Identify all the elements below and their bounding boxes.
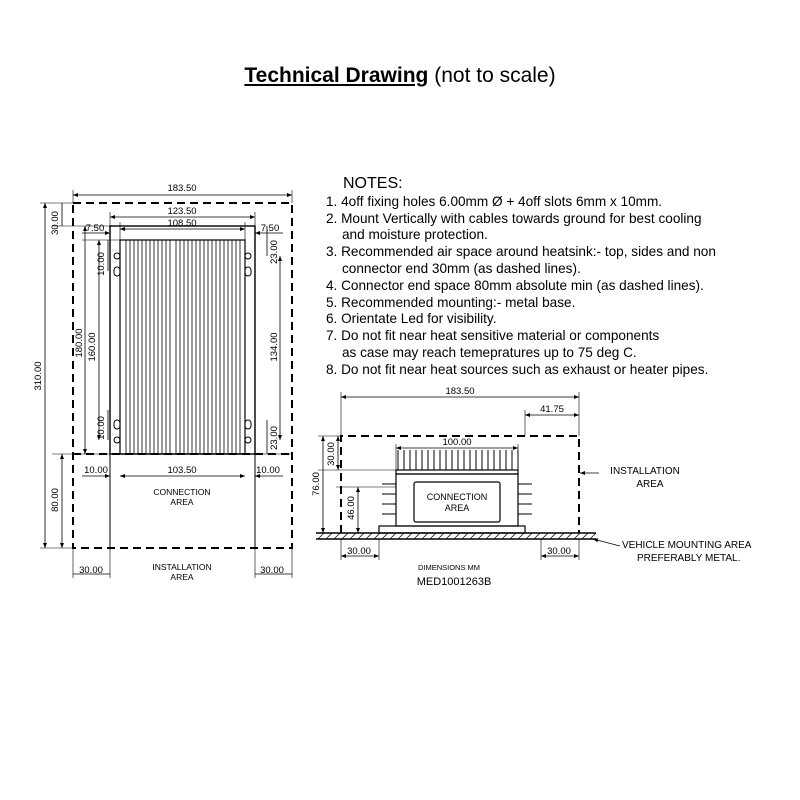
label-inner-height: 160.00 xyxy=(87,332,98,362)
heatsink-fins xyxy=(126,240,240,454)
label-body-height: 46.00 xyxy=(346,496,357,520)
extrusion-top-rail xyxy=(396,470,518,474)
notes-heading: NOTES: xyxy=(343,175,403,192)
front-installation-area-line1: INSTALLATION xyxy=(152,562,212,572)
label-top-clearance: 30.00 xyxy=(50,211,61,235)
fixing-hole xyxy=(114,437,120,443)
label-outer-height: 180.00 xyxy=(74,328,85,358)
fixing-hole xyxy=(114,253,120,259)
label-side-top-clearance: 30.00 xyxy=(326,442,337,466)
side-extension-lines xyxy=(318,392,579,560)
drawing-number: MED1001263B xyxy=(416,576,492,588)
label-connector-offset: 41.75 xyxy=(540,404,564,415)
note-line: as case may reach temepratures up to 75 deg C. xyxy=(342,344,637,360)
label-right-bottom: 23.00 xyxy=(269,426,280,450)
side-view xyxy=(316,392,620,560)
label-heatsink-width: 108.50 xyxy=(167,218,197,229)
label-slot-bottom: 10.00 xyxy=(96,416,107,440)
front-installation-area-line2: AREA xyxy=(170,572,194,582)
vehicle-mounting-leader xyxy=(593,539,620,546)
top-fins xyxy=(398,450,518,470)
note-line: and moisture protection. xyxy=(342,227,488,243)
heatsink-body xyxy=(120,240,245,454)
label-inner-width: 123.50 xyxy=(167,206,197,217)
label-bottom-left: 10.00 xyxy=(84,465,108,476)
fixing-slot xyxy=(245,420,251,429)
label-right-margin: 7.50 xyxy=(260,223,280,234)
extrusion-flange xyxy=(379,526,525,533)
vehicle-mounting-line2: PREFERABLY METAL. xyxy=(637,553,741,564)
label-slot-top: 10.00 xyxy=(96,252,107,276)
side-install-envelope xyxy=(341,436,579,533)
fixing-hole xyxy=(245,437,251,443)
note-line: 5. Recommended mounting:- metal base. xyxy=(326,294,576,310)
label-bottom-mid: 103.50 xyxy=(167,465,197,476)
front-view xyxy=(40,190,292,578)
label-overall-height: 310.00 xyxy=(33,361,44,391)
label-right-top: 23.00 xyxy=(269,240,280,264)
label-right-mid: 134.00 xyxy=(269,332,280,362)
side-installation-area-line2: AREA xyxy=(636,479,664,490)
note-line: 2. Mount Vertically with cables towards ground for best cooling xyxy=(326,210,702,226)
front-connection-area-line1: CONNECTION xyxy=(153,487,211,497)
note-line: 6. Orientate Led for visibility. xyxy=(326,311,497,327)
note-line: 3. Recommended air space around heatsink:- top, sides and non xyxy=(326,244,716,260)
label-left-clearance: 30.00 xyxy=(347,546,371,557)
front-connection-area-line2: AREA xyxy=(170,497,194,507)
label-side-overall-width: 183.50 xyxy=(445,386,475,397)
side-installation-area-line1: INSTALLATION xyxy=(610,466,680,477)
extrusion-cavity xyxy=(414,482,500,522)
vehicle-mounting-line1: VEHICLE MOUNTING AREA xyxy=(622,540,752,551)
side-dimension-lines xyxy=(323,397,579,556)
note-line: 7. Do not fit near heat sensitive material or components xyxy=(326,328,660,344)
fixing-slot xyxy=(114,420,120,429)
mounting-flange xyxy=(110,226,255,454)
dimensions-units-label: DIMENSIONS MM xyxy=(417,563,481,572)
label-left-margin: 7.50 xyxy=(85,223,105,234)
label-install-left: 30.00 xyxy=(79,565,103,576)
note-line: connector end 30mm (as dashed lines). xyxy=(342,260,581,276)
fixing-slot xyxy=(114,267,120,276)
label-bottom-right: 10.00 xyxy=(256,465,280,476)
label-install-right: 30.00 xyxy=(260,565,284,576)
title-rest: (not to scale) xyxy=(434,64,556,87)
label-right-clearance: 30.00 xyxy=(547,546,571,557)
note-line: 4. Connector end space 80mm absolute min (as dashed lines). xyxy=(326,277,704,293)
title-bold: Technical Drawing xyxy=(244,64,429,87)
label-body-width: 100.00 xyxy=(442,437,472,448)
fixing-holes xyxy=(114,253,251,443)
fixing-slot xyxy=(245,267,251,276)
side-connection-area-line2: AREA xyxy=(444,503,470,513)
label-overall-width: 183.50 xyxy=(167,183,197,194)
front-view-labels xyxy=(33,183,284,582)
label-total-height: 76.00 xyxy=(311,472,322,496)
note-line: 8. Do not fit near heat sources such as exhaust or heater pipes. xyxy=(326,361,709,377)
base-hatching xyxy=(318,533,596,539)
fixing-hole xyxy=(245,253,251,259)
note-line: 1. 4off fixing holes 6.00mm Ø + 4off slots 6mm x 10mm. xyxy=(326,193,663,209)
side-connection-area-line1: CONNECTION xyxy=(426,492,488,502)
label-connector-space: 80.00 xyxy=(50,488,61,512)
